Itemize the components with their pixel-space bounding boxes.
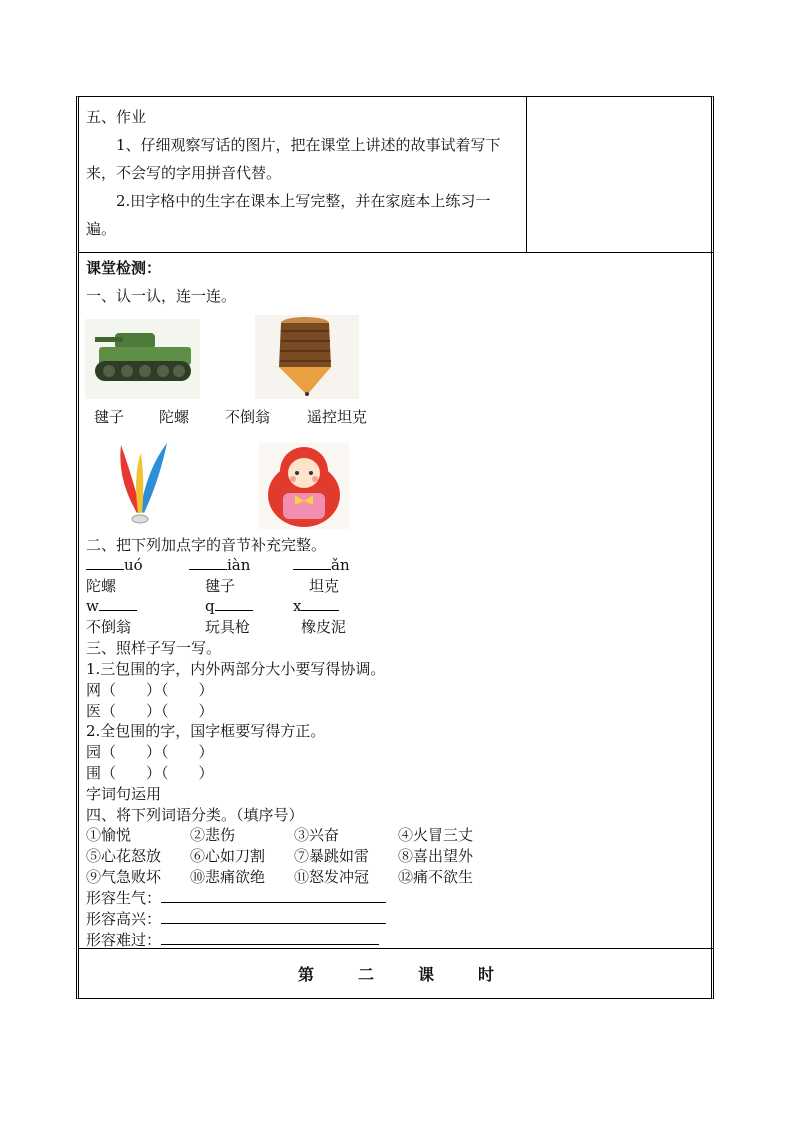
q4-word: ⑪怒发冲冠 [294, 868, 370, 886]
q3-example-2: 医（ ）（ ） [86, 702, 214, 720]
q3-rule-2: 2.全包围的字，国字框要写得方正。 [86, 722, 326, 740]
lesson-footer [79, 948, 713, 998]
q4-word: ③兴奋 [294, 826, 340, 844]
q2-r1-word-3: 坦克 [309, 577, 340, 595]
q4-word: ⑤心花怒放 [86, 847, 162, 865]
homework-cell [79, 97, 527, 253]
q4-word: ⑦暴跳如雷 [294, 847, 370, 865]
footer-char: 第 [297, 965, 314, 984]
footer-char: 课 [418, 965, 435, 984]
homework-item-2: 2.田字格中的生字在课本上写完整，并在家庭本上练习一 [116, 192, 491, 210]
homework-item-1-cont: 来，不会写的字用拼音代替。 [86, 164, 282, 182]
category-angry: 形容生气： [86, 887, 386, 908]
q4-word: ⑫痛不欲生 [398, 868, 474, 886]
q2-r1-word-2: 毽子 [205, 577, 236, 595]
q1-word-3: 不倒翁 [225, 408, 271, 426]
q2-r2-word-1: 不倒翁 [86, 618, 132, 636]
q2-r2-pinyin-2: q [205, 597, 253, 615]
q2-r1-word-1: 陀螺 [86, 577, 117, 595]
answer-blank-happy[interactable] [161, 923, 386, 924]
homework-item-1: 1、仔细观察写话的图片，把在课堂上讲述的故事试着写下 [116, 136, 501, 154]
answer-blank-angry[interactable] [161, 902, 386, 903]
q3-example-1: 网（ ）（ ） [86, 681, 214, 699]
section-label: 字词句运用 [86, 785, 162, 803]
answer-blank-sad[interactable] [161, 944, 379, 945]
q1-word-4: 遥控坦克 [307, 408, 368, 426]
tank-picture [85, 319, 200, 399]
q4-word: ⑧喜出望外 [398, 847, 474, 865]
notes-cell [527, 97, 713, 253]
q4-word: ①愉悦 [86, 826, 132, 844]
footer-char: 二 [357, 965, 374, 984]
q2-r1-pinyin-1: uó [86, 556, 143, 574]
homework-title: 五、作业 [86, 108, 147, 126]
q1-word-1: 毽子 [94, 408, 125, 426]
q2-r1-pinyin-3: ǎn [293, 556, 350, 574]
q3-rule-1: 1.三包围的字，内外两部分大小要写得协调。 [86, 660, 386, 678]
footer-char: 时 [478, 965, 495, 984]
q1-title: 一、认一认，连一连。 [86, 287, 237, 305]
q2-r2-pinyin-3: x [293, 597, 339, 615]
q4-word: ⑩悲痛欲绝 [190, 868, 266, 886]
classroom-test-cell [79, 253, 713, 949]
homework-item-2-cont: 遍。 [86, 220, 117, 238]
q3-title: 三、照样子写一写。 [86, 639, 222, 657]
spinning-top-picture [255, 315, 359, 399]
category-happy: 形容高兴： [86, 908, 386, 929]
q2-r2-pinyin-1: w [86, 597, 137, 615]
q1-word-2: 陀螺 [159, 408, 190, 426]
q3-example-4: 围（ ）（ ） [86, 764, 214, 782]
q2-r2-word-3: 橡皮泥 [301, 618, 347, 636]
test-heading: 课堂检测： [86, 259, 162, 277]
q4-word: ⑨气急败坏 [86, 868, 162, 886]
shuttlecock-picture [107, 439, 175, 529]
lesson-table [76, 96, 714, 999]
q2-r2-word-2: 玩具枪 [205, 618, 251, 636]
q4-word: ②悲伤 [190, 826, 236, 844]
q2-r1-pinyin-2: iàn [189, 556, 250, 574]
q4-word: ④火冒三丈 [398, 826, 474, 844]
tumbler-doll-picture [259, 443, 349, 529]
q3-example-3: 园（ ）（ ） [86, 743, 214, 761]
q2-title: 二、把下列加点字的音节补充完整。 [86, 536, 327, 554]
category-sad: 形容难过： [86, 929, 379, 950]
q4-word: ⑥心如刀割 [190, 847, 266, 865]
q4-title: 四、将下列词语分类。（填序号） [86, 806, 304, 824]
